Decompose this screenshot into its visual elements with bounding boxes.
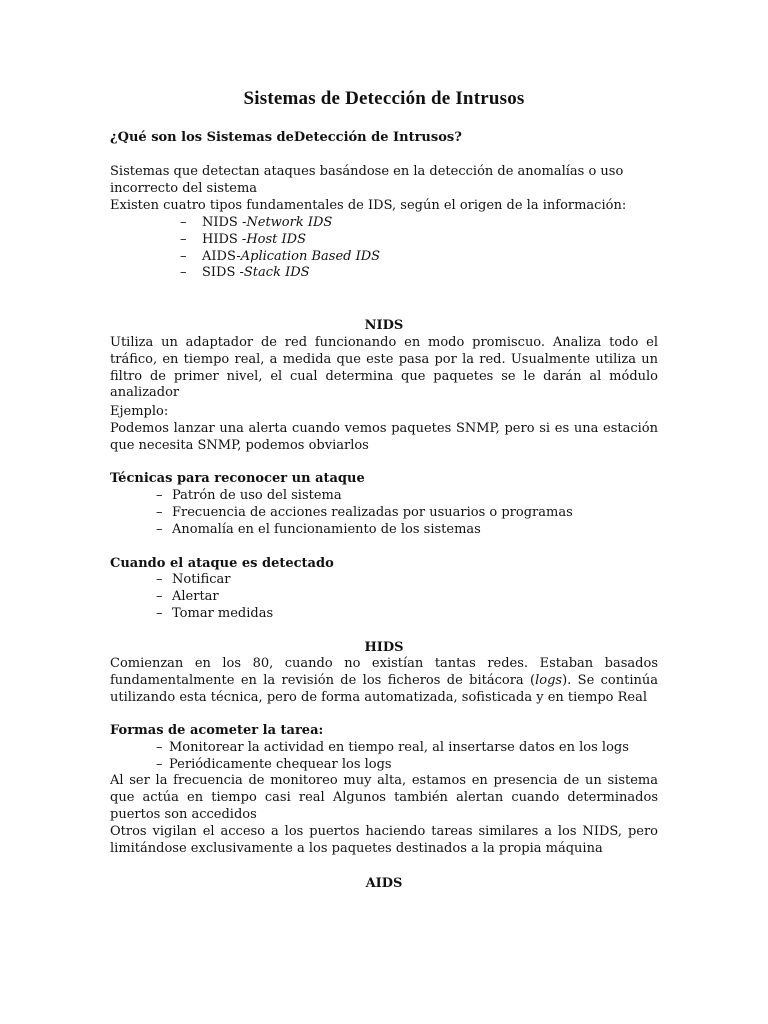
nids-paragraph: Utiliza un adaptador de red funcionando en modo promiscuo. Analiza todo el tráfico, en tiempo real, a medida que este pasa por la red. Usualmente utiliza un filtro de primer nivel, el cual determina que paquetes se le darán al módulo analizador xyxy=(110,335,658,401)
list-item: – Notificar xyxy=(156,572,231,587)
list-item: – Periódicamente chequear los logs xyxy=(156,756,392,772)
list-item: – Monitorear la actividad en tiempo real, al insertarse datos en los logs xyxy=(156,740,629,755)
intro-paragraph: Sistemas que detectan ataques basándose en la detección de anomalías o uso incorrecto del sistema xyxy=(110,164,624,196)
nids-heading: NIDS xyxy=(364,318,404,333)
intro-types-sentence: Existen cuatro tipos fundamentales de IDS, según el origen de la información: xyxy=(110,198,627,213)
list-item xyxy=(180,232,380,249)
ways-heading: Formas de acometer la tarea: xyxy=(110,723,324,738)
hids-paragraph-3: Otros vigilan el acceso a los puertos haciendo tareas similares a los NIDS, pero limitándose exclusivamente a los paquetes destinados a la propia máquina xyxy=(110,824,658,856)
dash-bullet: – xyxy=(180,215,187,230)
hids-paragraph-2: Al ser la frecuencia de monitoreo muy alta, estamos en presencia de un sistema que actúa en tiempo casi real Algunos también alertan cuando determinados puertos son accedidos xyxy=(110,773,658,822)
type-name: SIDS - xyxy=(202,265,244,281)
type-desc: Network IDS xyxy=(246,215,333,230)
type-name: NIDS - xyxy=(202,215,247,230)
detected-list xyxy=(156,572,273,622)
ids-types-list xyxy=(180,215,380,282)
question-heading: ¿Qué son los Sistemas deDetección de Intrusos? xyxy=(110,130,462,145)
dash-bullet: – xyxy=(156,488,163,503)
dash-bullet: – xyxy=(156,605,163,621)
type-name: AIDS- xyxy=(202,248,241,264)
list-item xyxy=(180,265,380,282)
page-title: Sistemas de Detección de Intrusos xyxy=(243,88,525,109)
example-paragraph: Podemos lanzar una alerta cuando vemos paquetes SNMP, pero si es una estación que necesita SNMP, podemos obviarlos xyxy=(110,421,658,453)
dash-bullet: – xyxy=(156,756,163,772)
dash-bullet: – xyxy=(156,521,163,537)
list-item xyxy=(180,215,380,232)
dash-bullet: – xyxy=(156,588,163,604)
list-item: – Patrón de uso del sistema xyxy=(156,488,342,503)
dash-bullet: – xyxy=(180,248,187,264)
techniques-heading: Técnicas para reconocer un ataque xyxy=(110,471,365,486)
list-item: – Alertar xyxy=(156,588,219,604)
list-item: – Anomalía en el funcionamiento de los sistemas xyxy=(156,521,481,537)
list-item xyxy=(180,249,380,266)
type-desc: Stack IDS xyxy=(243,265,310,281)
type-desc: Aplication Based IDS xyxy=(240,248,381,264)
dash-bullet: – xyxy=(156,572,163,587)
aids-heading: AIDS xyxy=(365,876,403,891)
hids-paragraph: Comienzan en los 80, cuando no existían tantas redes. Estaban basados fundamentalmente en la revisión de los ficheros de bitácora (logs). Se continúa utilizando esta técnica, pero de forma automatizada, sofisticada y en tiempo Real xyxy=(110,656,658,705)
example-label: Ejemplo: xyxy=(110,404,169,419)
ways-list xyxy=(156,740,629,774)
dash-bullet: – xyxy=(180,265,187,281)
list-item: – Tomar medidas xyxy=(156,605,274,621)
type-name: HIDS - xyxy=(202,231,247,247)
type-desc: Host IDS xyxy=(246,231,306,247)
dash-bullet: – xyxy=(156,504,163,520)
dash-bullet: – xyxy=(180,231,187,247)
logs-term: logs xyxy=(535,672,563,688)
techniques-list xyxy=(156,488,573,538)
list-item: – Frecuencia de acciones realizadas por usuarios o programas xyxy=(156,504,573,520)
hids-heading: HIDS xyxy=(364,640,404,655)
detected-heading: Cuando el ataque es detectado xyxy=(110,556,334,571)
dash-bullet: – xyxy=(156,740,163,755)
